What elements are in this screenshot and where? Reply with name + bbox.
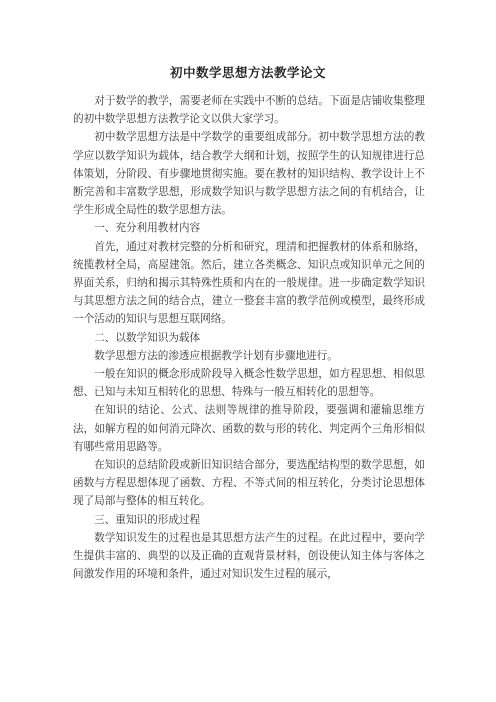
paragraph-section-1: 首先，通过对教材完整的分析和研究，理清和把握教材的体系和脉络，统揽教材全局，高屋建瓴。然后，建立各类概念、知识点或知识单元之间的界面关系，归纳和揭示其特殊性质和内在的一般规律。进一步确定数学知识与其思想方法之间的结合点，建立一整套丰富的教学范例或模型，最终形成一个活动的知识与思想互联网络。 bbox=[73, 240, 425, 326]
paragraph-intro: 对于数学的教学，需要老师在实践中不断的总结。下面是店铺收集整理的初中数学思想方法教学论文以供大家学习。 bbox=[73, 95, 425, 126]
paragraph-section-2-a: 数学思想方法的渗透应根据教学计划有步骤地进行。 bbox=[94, 349, 338, 362]
document-body bbox=[73, 92, 425, 583]
paragraph-section-2-d: 在知识的总结阶段或新旧知识结合部分，要选配结构型的数学思想，如函数与方程思想体现了函数、方程、不等式间的相互转化，分类讨论思想体现了局部与整体的相互转化。 bbox=[73, 459, 425, 508]
section-heading-2: 二、以数学知识为载体 bbox=[94, 331, 201, 344]
paragraph-section-2-c: 在知识的结论、公式、法则等规律的推导阶段，要强调和灌输思维方法，如解方程的如何消元降次、函数的数与形的转化、判定两个三角形相似有哪些常用思路等。 bbox=[73, 404, 425, 453]
section-heading-1: 一、充分利用教材内容 bbox=[94, 222, 201, 235]
paragraph-section-2-b: 一般在知识的概念形成阶段导入概念性数学思想，如方程思想、相似思想、已知与未知互相转化的思想、特殊与一般互相转化的思想等。 bbox=[73, 368, 425, 399]
paragraph-section-3: 数学知识发生的过程也是其思想方法产生的过程。在此过程中，要向学生提供丰富的、典型的以及正确的直观背景材料，创设使认知主体与客体之间激发作用的环境和条件，通过对知识发生过程的展示， bbox=[73, 531, 425, 581]
document-title: 初中数学思想方法教学论文 bbox=[169, 65, 326, 80]
section-heading-3: 三、重知识的形成过程 bbox=[94, 513, 201, 526]
paragraph-overview: 初中数学思想方法是中学数学的重要组成部分。初中数学思想方法的教学应以数学知识为载体，结合教学大纲和计划，按照学生的认知规律进行总体策划，分阶段、有步骤地贯彻实施。要在教材的知识结构、教学设计上不断完善和丰富数学思想，形成数学知识与数学思想方法之间的有机结合，让学生形成全局性的数学思想方法。 bbox=[73, 131, 425, 217]
